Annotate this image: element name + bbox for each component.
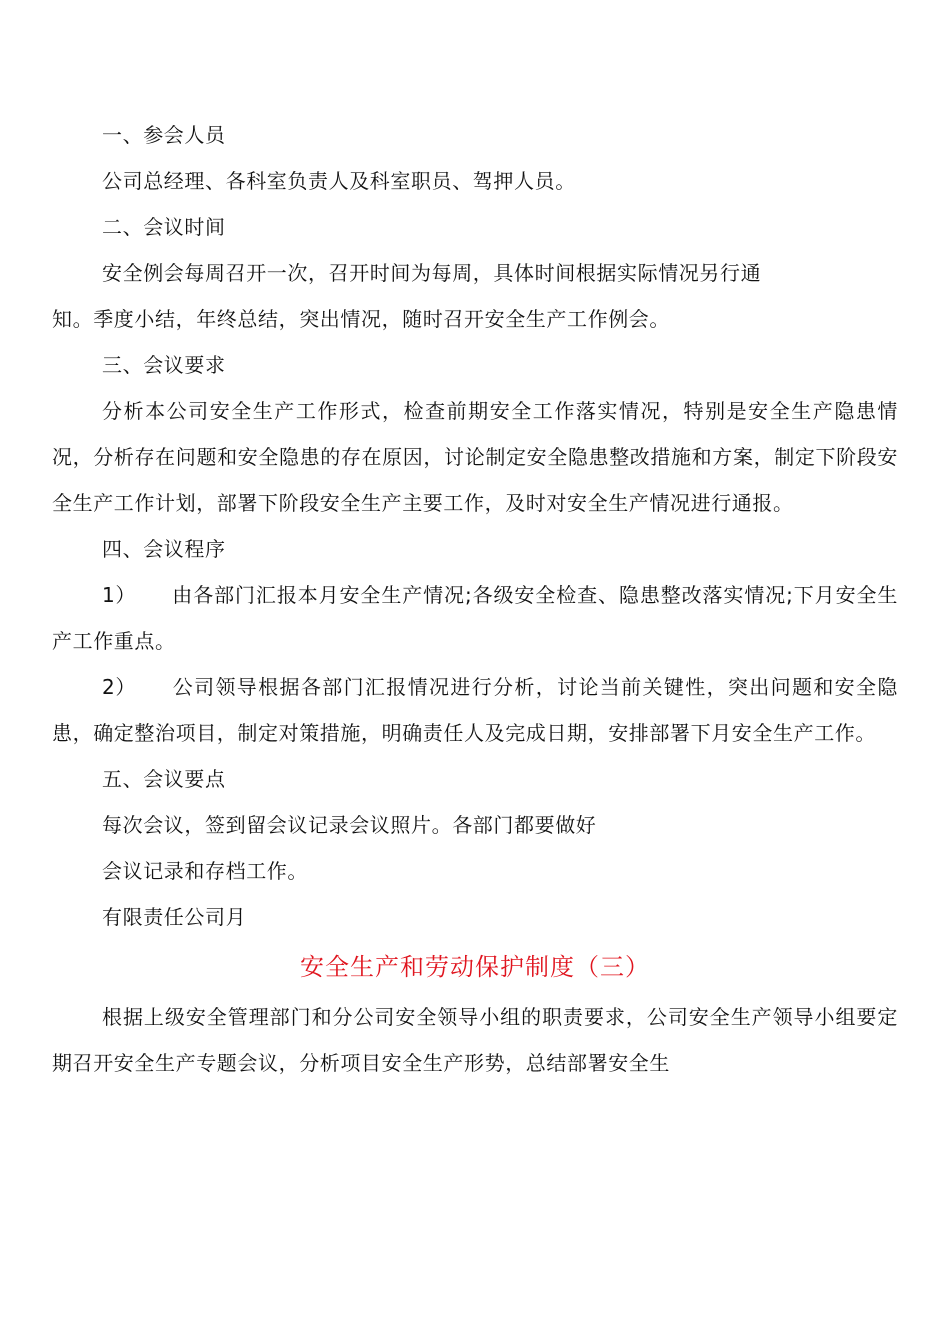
section-body-key-points-line2: 会议记录和存档工作。 [102, 859, 308, 883]
section-body-meeting-time-line2: 知。季度小结，年终总结，突出情况，随时召开安全生产工作例会。 [52, 307, 670, 331]
section-heading-requirements: 三、会议要求 [102, 353, 226, 377]
document-page [52, 112, 898, 1086]
section-body-key-points-line1: 每次会议，签到留会议记录会议照片。各部门都要做好 [102, 813, 597, 837]
procedure-item-2 [52, 664, 898, 756]
procedure-item-text: 公司领导根据各部门汇报情况进行分析，讨论当前关键性，突出问题和安全隐患，确定整治项目，制定对策措施，明确责任人及完成日期，安排部署下月安全生产工作。 [52, 675, 898, 745]
section-body-requirements: 分析本公司安全生产工作形式，检查前期安全工作落实情况，特别是安全生产隐患情况，分析存在问题和安全隐患的存在原因，讨论制定安全隐患整改措施和方案，制定下阶段安全生产工作计划，部署下阶段安全生产主要工作，及时对安全生产情况进行通报。 [52, 399, 898, 515]
procedure-item-number: 1） [102, 583, 136, 607]
section-body-meeting-time-line1: 安全例会每周召开一次，召开时间为每周，具体时间根据实际情况另行通 [102, 261, 762, 285]
procedure-item-1 [52, 572, 898, 664]
section-heading-procedure: 四、会议程序 [102, 537, 226, 561]
section-heading-attendees: 一、参会人员 [102, 123, 226, 147]
procedure-item-text: 由各部门汇报本月安全生产情况;各级安全检查、隐患整改落实情况;下月安全生产工作重点。 [52, 583, 898, 653]
section-body-attendees: 公司总经理、各科室负责人及科室职员、驾押人员。 [102, 169, 576, 193]
section-heading-meeting-time: 二、会议时间 [102, 215, 226, 239]
section-heading-key-points: 五、会议要点 [102, 767, 226, 791]
document-body-intro: 根据上级安全管理部门和分公司安全领导小组的职责要求，公司安全生产领导小组要定期召开安全生产专题会议，分析项目安全生产形势，总结部署安全生 [52, 1005, 898, 1075]
procedure-item-number: 2） [102, 675, 136, 699]
signature-line: 有限责任公司月 [102, 905, 247, 929]
document-title: 安全生产和劳动保护制度（三） [300, 953, 650, 981]
